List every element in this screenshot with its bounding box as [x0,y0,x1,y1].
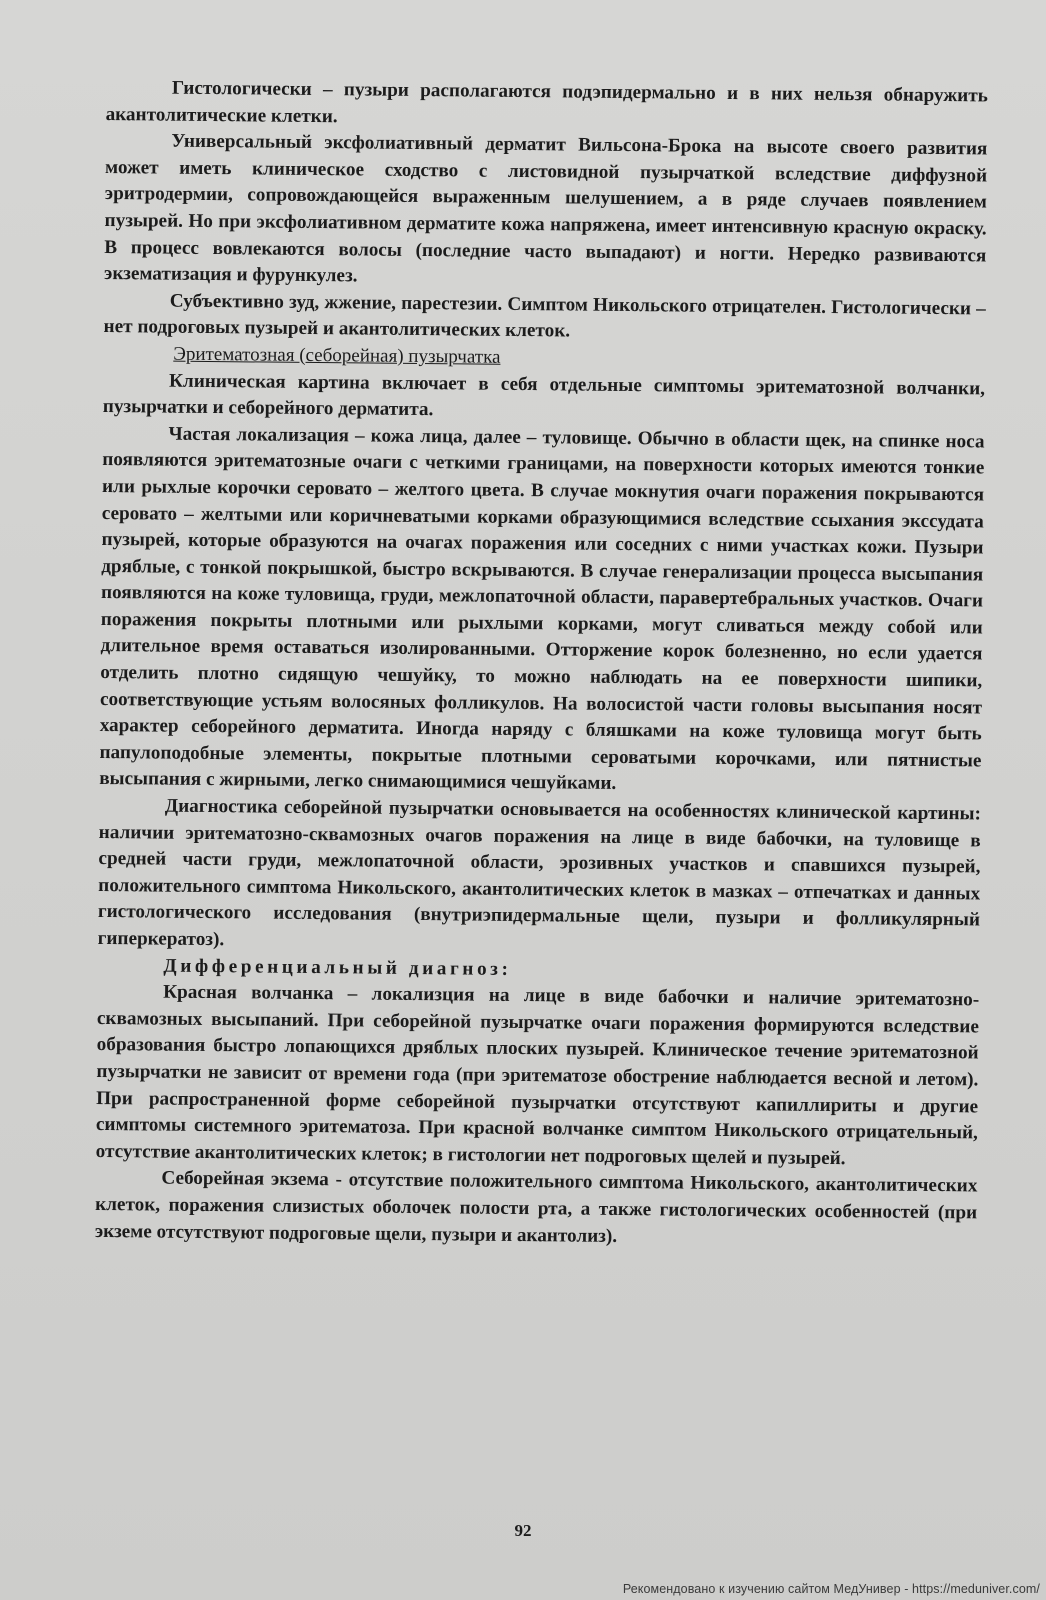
section-heading: Эритематозная (себорейная) пузырчатка [173,343,501,368]
footer-note: Рекомендовано к изучению сайтом МедУнивер - https://meduniver.com/ [622,1582,1040,1596]
paragraph-lupus: Красная волчанка – локализция на лице в виде бабочки и наличие эритематозно-сквамозных высыпаний. При себорейной пузырчатке очаги поражения формируются вследствие образования быстро лопающихся дряблых плоских пузырей. Клиническое течение эритематозной пузырчатки не зависит от времени года (при эритематозе обострение наблюдается весной и летом). При распространенной форме себорейной пузырчатки отсутствуют капиллириты и другие симптомы системного эритематоза. При красной волчанке симптом Никольского отрицательный, отсутствие акантолитических клеток; в гистологии нет подроговых щелей и пузырей. [95,981,980,1169]
paragraph-clinical-picture: Клиническая картина включает в себя отдельные симптомы эритематозной волчанки, пузырчатки и себорейного дерматита. [102,370,986,421]
paragraph-diagnostics: Диагностика себорейной пузырчатки основывается на особенностях клинической картины: наличии эритематозно-сквамозных очагов поражения на лице в виде бабочки, на туловище в средней части груди, межлопаточной области, эрозивных участков и спавшихся пузырей, положительного симптома Никольского, акантолитических клеток в мазках – отпечатках и данных гистологического исследования (внутриэпидермальные щели, пузыри и фолликулярный гиперкератоз). [97,795,982,951]
paragraph-wilson-brock: Универсальный эксфолиативный дерматит Вильсона-Брока на высоте своего развития может иметь клиническое сходство с листовидной пузырчаткой вследствие диффузной эритродермии, сопровождающейся выраженным шелушением, а в ряде случаев появлением пузырей. Но при эксфолиативном дерматите кожа напряжена, имеет интенсивную красную окраску. В процесс вовлекаются волосы (последние часто выпадают) и ногти. Нередко развиваются экзематизация и фурункулез. [103,130,988,287]
paragraph-seborrheic-eczema: Себорейная экзема - отсутствие положительного симптома Никольского, акантолитических клеток, поражения слизистых оболочек полости рта, а также гистологических особенностей (при экземе отсутствуют подроговые щели, пузыри и акантолиз). [94,1167,978,1247]
paragraph-localization: Частая локализация – кожа лица, далее – туловище. Обычно в области щек, на спинке носа появляются эритематозные очаги с четкими границами, на поверхности которых имеются тонкие или рыхлые корочки серовато – желтого цвета. В случае мокнутия очаги поражения покрываются серовато – желтыми или коричневатыми корками образующимися вследствие ссыхания экссудата пузырей, которые образуются на очагах поражения или соседних с ними участках кожи. Пузыри дряблые, с тонкой покрышкой, быстро вскрываются. В случае генерализации процесса высыпания появляются на коже туловища, груди, межлопаточной области, паравертебральных участков. Очаги поражения покрыты плотными или рыхлыми корками, могут сливаться между собой или длительное время оставаться изолированными. Отторжение корок болезненно, но если удается отделить плотно сидящую чешуйку, то можно наблюдать на ее поверхности шипики, соответствующие устьям волосяных фолликулов. На волосистой части головы высыпания носят характер себорейного дерматита. Иногда наряду с бляшками на коже туловища могут быть папулоподобные элементы, покрытые плотными сероватыми корочками, или пятнистые высыпания с жирными, легко снимающимися чешуйками. [99,423,985,795]
body-text [95,75,988,1254]
paragraph-histology: Гистологически – пузыри располагаются подэпидермально и в них нельзя обнаружить акантолитические клетки. [105,77,988,127]
page-number: 92 [514,1521,532,1540]
differential-diagnosis-heading: Дифференциальный диагноз: [163,955,512,980]
paragraph-subjective: Субъективно зуд, жжение, парестезии. Симптом Никольского отрицателен. Гистологически – нет подроговых пузырей и акантолитических клеток. [103,290,986,342]
